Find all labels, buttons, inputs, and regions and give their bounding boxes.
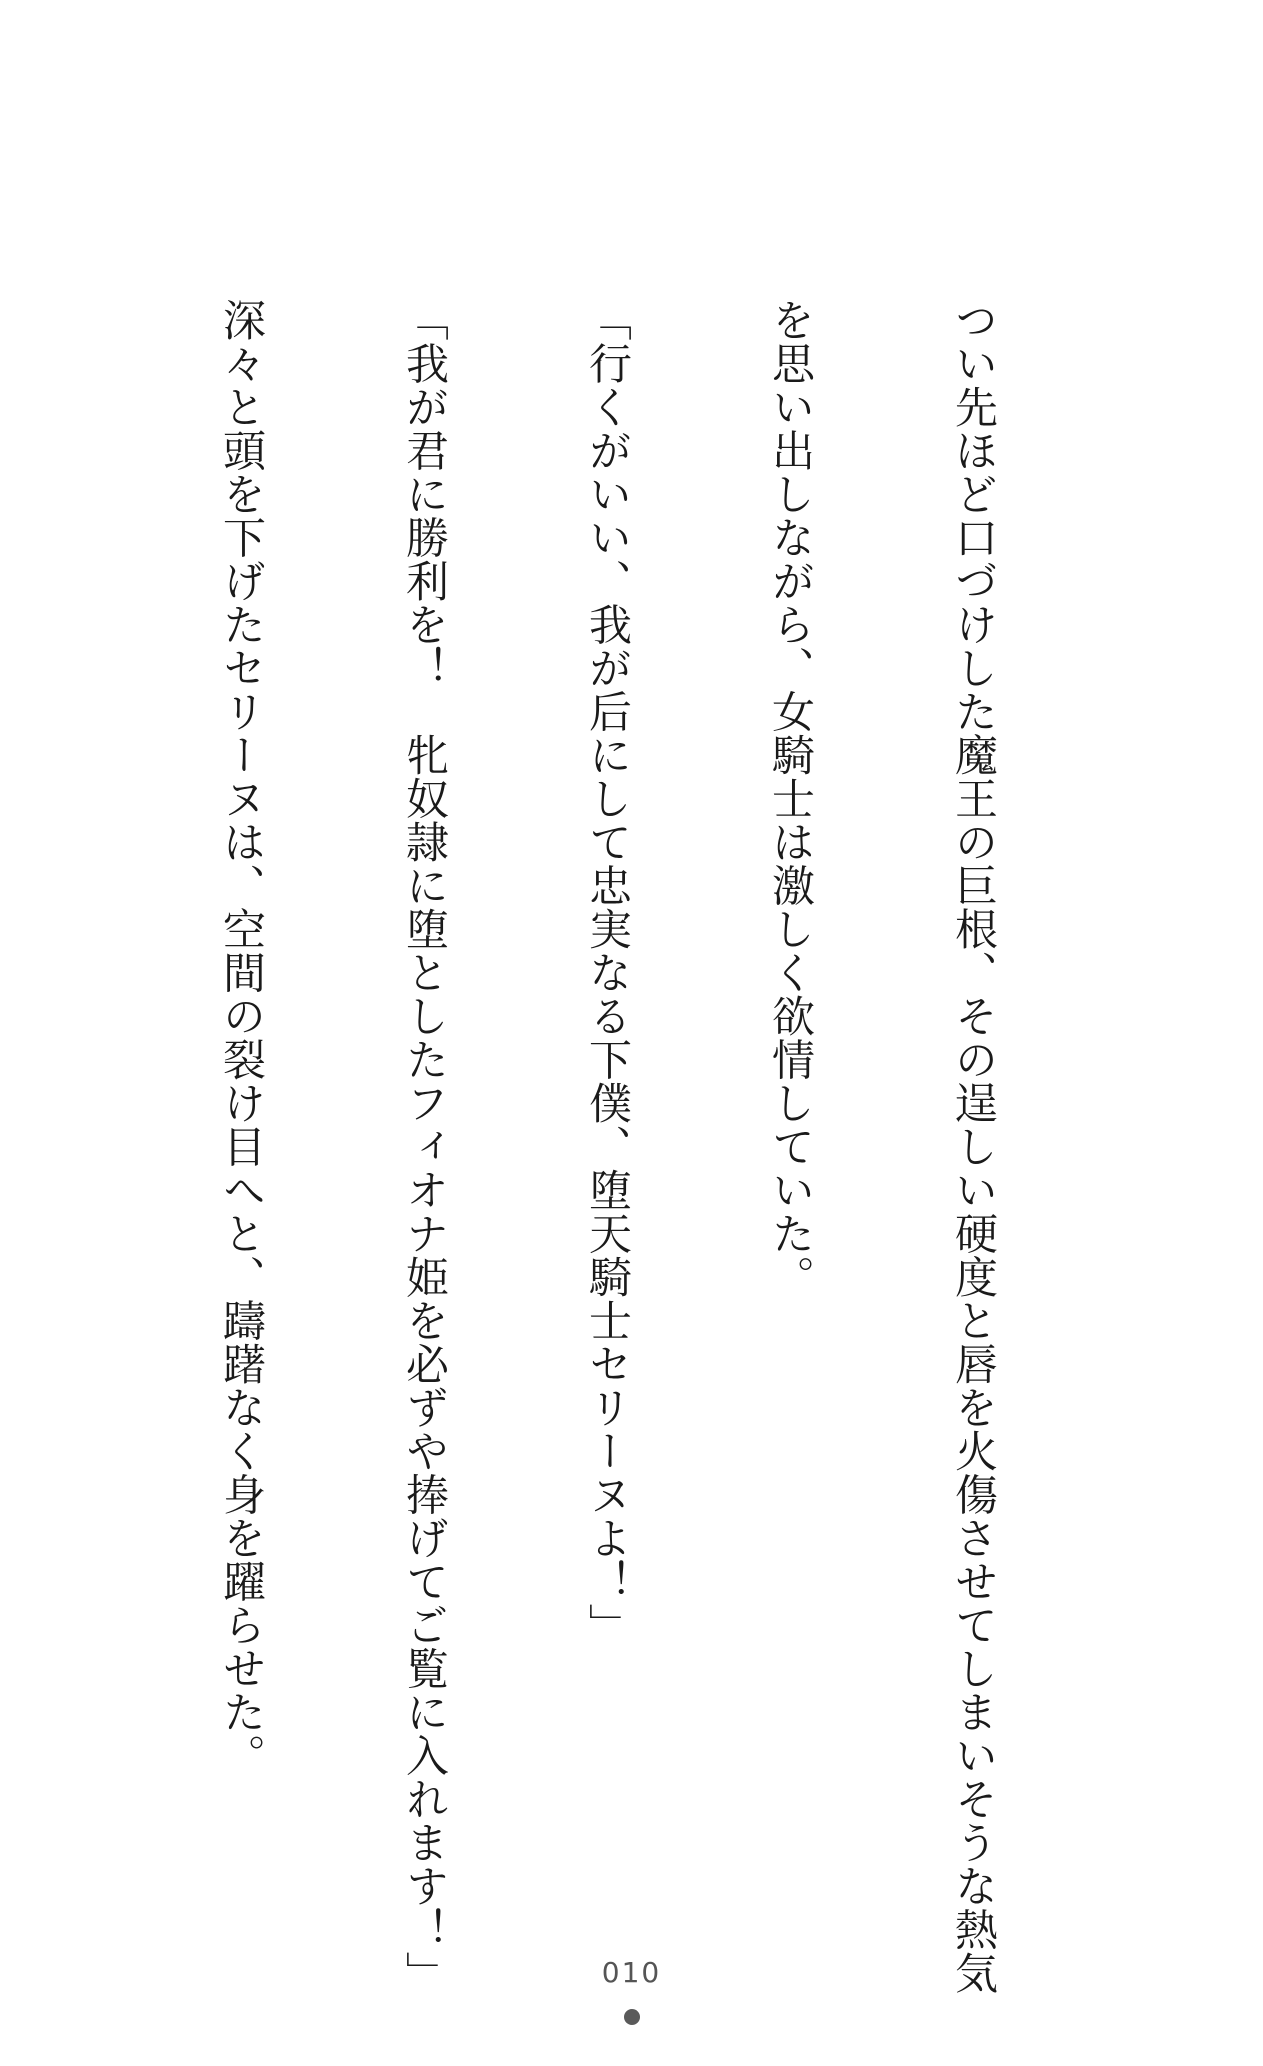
text-line: 「我が君に勝利を！ 牝奴隷に堕としたフィオナ姫を必ずや捧げてご覧に入れます！」 [399,298,449,1995]
text-line: 深々と頭を下げたセリーヌは、空間の裂け目へと、躊躇なく身を躍らせた。 [216,298,266,1777]
text-line: つい先ほど口づけした魔王の巨根、その逞しい硬度と唇を火傷させてしまいそうな熱気 [948,298,998,1995]
page-footer [0,1956,1263,2025]
page-dot-icon [624,2009,640,2025]
text-line: を思い出しながら、女騎士は激しく欲情していた。 [765,298,815,1299]
text-line: 「行くがいい、我が后にして忠実なる下僕、堕天騎士セリーヌよ！」 [582,298,632,1647]
page-number: 010 [601,1956,662,1989]
